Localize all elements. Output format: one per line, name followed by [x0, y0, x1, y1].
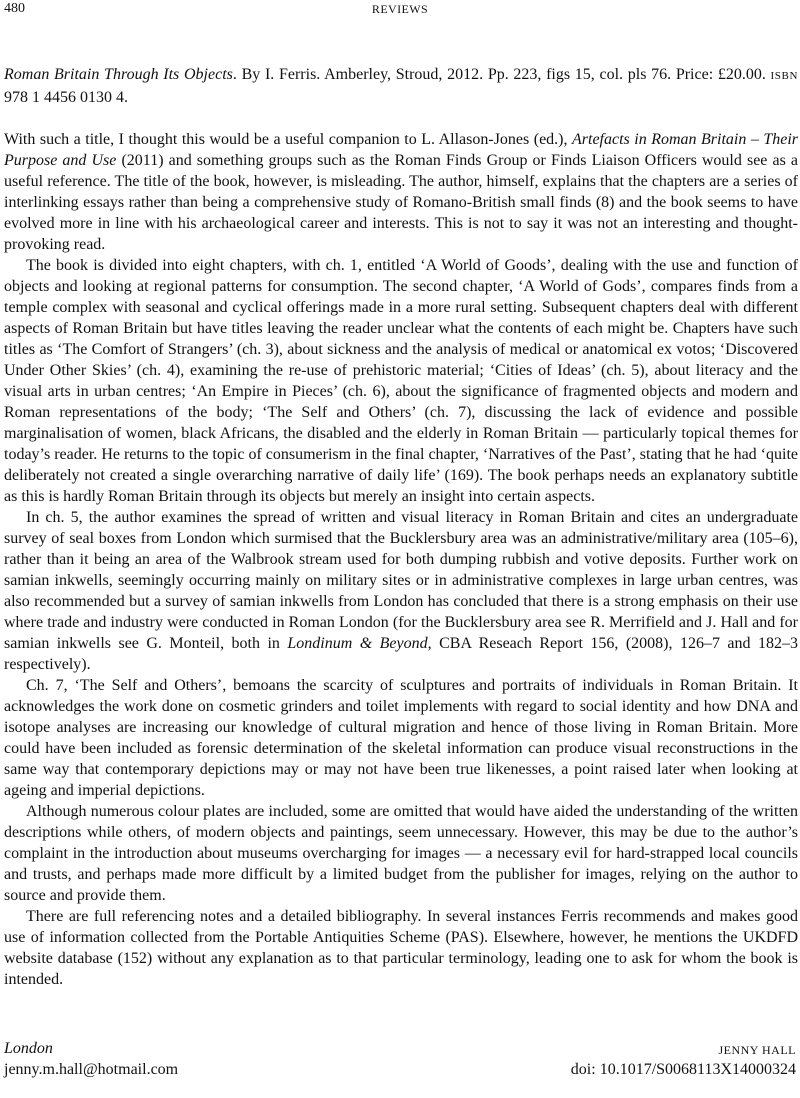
paragraph-3 — [4, 507, 798, 675]
paragraph-3-cited-title: Londinum & Beyond — [287, 635, 428, 652]
isbn-number: 978 1 4456 0130 4. — [4, 89, 128, 106]
paragraph-1 — [4, 129, 798, 255]
paragraph-1-text-b: (2011) and something groups such as the Roman Finds Group or Finds Liaison Officers would see as a useful reference. The title of the book, however, is misleading. The author, himself, explains that the chapters are a series of interlinking essays rather than being a comprehensive study of Romano-British small finds (8) and the book seems to have evolved more in line with his archaeological career and interests. This is not to say it was not an interesting and thought-provoking read. — [4, 152, 798, 253]
reviewer-name: JENNY HALL — [718, 1043, 796, 1057]
paragraph-5: Although numerous colour plates are included, some are omitted that would have aided the understanding of the written descriptions while others, of modern objects and paintings, seem unnecessary. However, this may be due to the author’s complaint in the introduction about museums overcharging for images — a necessary evil for hard-strapped local councils and trusts, and perhaps made more difficult by a limited budget from the publisher for images, relying on the author to source and provide them. — [4, 803, 798, 904]
paragraph-6: There are full referencing notes and a detailed bibliography. In several instances Ferris recommends and makes good use of information collected from the Portable Antiquities Scheme (PAS). Elsewhere, however, he mentions the UKDFD website database (152) without any explanation as to that particular terminology, leading one to ask for whom the book is intended. — [4, 908, 798, 988]
paragraph-3-text-a: In ch. 5, the author examines the spread of written and visual literacy in Roman Britain and cites an undergraduate survey of seal boxes from London which surmised that the Bucklersbury area was an administrative/military area (105–6), rather than it being an area of the Walbrook stream used for both dumping rubbish and votive deposits. Further work on samian inkwells, seemingly occurring mainly on military sites or in administrative complexes in large urban centres, was also recommended but a survey of samian inkwells from London has concluded that there is a strong emphasis on their use where trade and industry were conducted in Roman London (for the Bucklersbury area see R. Merrifield and J. Hall and for samian inkwells see G. Monteil, both in — [4, 509, 798, 652]
reviewer-email[interactable]: jenny.m.hall@hotmail.com — [4, 1061, 179, 1078]
page-header — [4, 0, 796, 18]
isbn-label: ISBN — [770, 70, 798, 82]
paragraph-4: Ch. 7, ‘The Self and Others’, bemoans the scarcity of sculptures and portraits of individuals in Roman Britain. It acknowledges the work done on cosmetic grinders and toilet implements with regard to social identity and how DNA and isotope analyses are increasing our knowledge of cultural migration and hence of those living in Roman Britain. More could have been included as forensic determination of the skeletal information can produce visual reconstructions in the same way that contemporary depictions may or may not have been true likenesses, a point raised later when looking at ageing and imperial depictions. — [4, 677, 798, 799]
reviewer-city: London — [4, 1040, 53, 1057]
paragraph-2: The book is divided into eight chapters, with ch. 1, entitled ‘A World of Goods’, dealing with the use and function of objects and looking at regional patterns for consumption. The second chapter, ‘A World of Gods’, compares finds from a temple complex with seasonal and cyclical offerings made in a more rural setting. Subsequent chapters deal with different aspects of Roman Britain but have titles leaving the reader unclear what the contents of each might be. Chapters have such titles as ‘The Comfort of Strangers’ (ch. 3), about sickness and the analysis of medical or anatomical ex votos; ‘Discovered Under Other Skies’ (ch. 4), examining the re-use of prehistoric material; ‘Cities of Ideas’ (ch. 5), about literacy and the visual arts in urban centres; ‘An Empire in Pieces’ (ch. 6), about the significance of fragmented objects and modern and Roman representations of the body; ‘The Self and Others’ (ch. 7), discussing the lack of evidence and possible marginalisation of women, black Africans, the disabled and the elderly in Roman Britain — particularly topical themes for today’s reader. He returns to the topic of consumerism in the final chapter, ‘Narratives of the Past’, stating that he had ‘quite deliberately not created a single overarching narrative of daily life’ (169). The book perhaps needs an explanatory subtitle as this is hardly Roman Britain through its objects but merely an insight into certain aspects. — [4, 257, 798, 505]
book-details: . By I. Ferris. Amberley, Stroud, 2012. Pp. 223, figs 15, col. pls 76. Price: £20.00. — [232, 66, 771, 83]
paragraph-1-cited-title: Artefacts in Roman Britain – Their Purpose and Use — [4, 131, 798, 169]
running-head: REVIEWS — [371, 2, 429, 16]
signature-row-1 — [4, 1038, 796, 1059]
book-title: Roman Britain Through Its Objects — [4, 66, 233, 83]
review-body — [4, 64, 798, 990]
paragraph-3-text-b: , CBA Reseach Report 156, (2008), 126–7 and 182–3 respectively). — [4, 635, 798, 673]
signature-row-2 — [4, 1059, 796, 1080]
page-number: 480 — [4, 1, 25, 16]
review-doi: doi: 10.1017/S0068113X14000324 — [570, 1061, 796, 1078]
book-citation — [4, 64, 798, 108]
paragraph-1-text-a: With such a title, I thought this would be a useful companion to L. Allason-Jones (ed.), — [4, 131, 572, 148]
review-signature — [4, 1038, 796, 1080]
